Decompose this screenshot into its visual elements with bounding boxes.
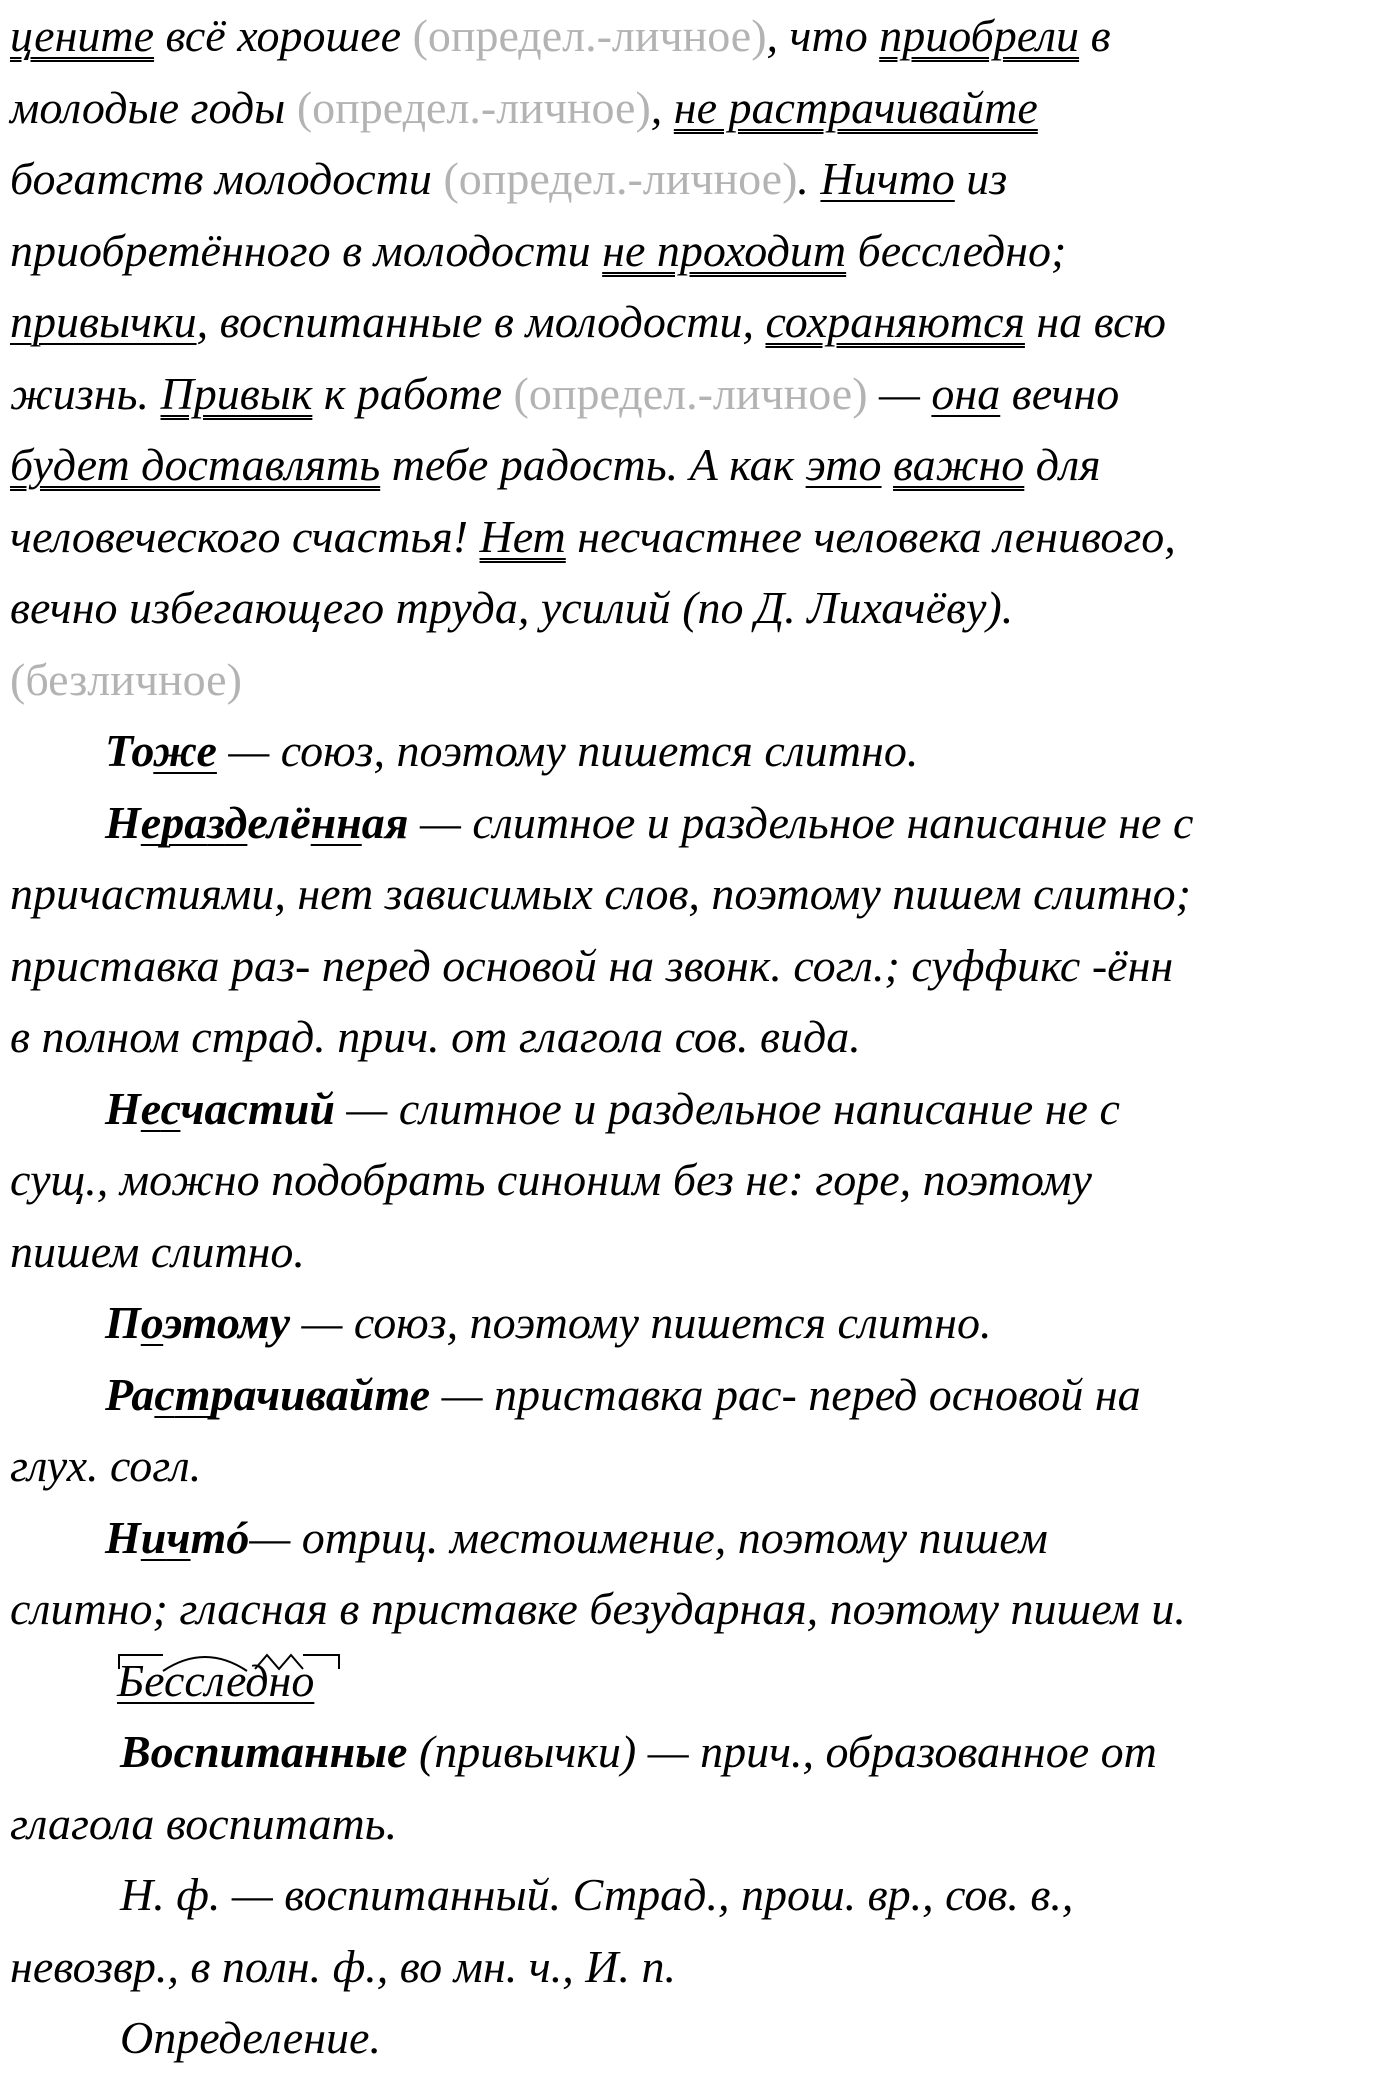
entry-tozhe bbox=[10, 715, 1395, 787]
entry-text: невозвр., в полн. ф., во мн. ч., И. п. bbox=[10, 1940, 676, 1992]
text-line bbox=[10, 644, 1395, 716]
text: в bbox=[1079, 10, 1111, 61]
entry-word: Несчастий bbox=[105, 1082, 335, 1134]
predicate: сохраняются bbox=[765, 296, 1025, 347]
text-line bbox=[10, 1430, 1395, 1502]
entry-word: Растрачивайте bbox=[105, 1368, 431, 1420]
entry-text: — союз, поэтому пишется слитно. bbox=[290, 1297, 992, 1348]
text: для bbox=[1024, 439, 1101, 490]
entry-text: глагола воспитать. bbox=[10, 1797, 398, 1849]
predicate: не растрачивайте bbox=[673, 81, 1038, 133]
text-line bbox=[10, 858, 1395, 930]
predicate: приобрели bbox=[879, 10, 1080, 61]
text: вечно bbox=[1000, 367, 1120, 419]
predicate: не проходит bbox=[602, 224, 847, 276]
subject: Ничто bbox=[820, 153, 955, 204]
entry-text: — союз, поэтому пишется слитно. bbox=[216, 725, 919, 776]
text: жизнь. bbox=[10, 367, 161, 419]
entry-text: приставка раз- перед основой на звонк. согл.; суффикс -ённ bbox=[10, 939, 1174, 991]
entry-nichto bbox=[10, 1502, 1395, 1574]
sentence-type-note: (определ.-личное) bbox=[513, 367, 868, 419]
text: тебе радость. А как bbox=[380, 439, 806, 490]
entry-neschastiy bbox=[10, 1073, 1395, 1145]
text: , воспитанные в молодости, bbox=[196, 296, 766, 347]
entry-text: слитно; гласная в приставке безударная, поэтому пишем и. bbox=[10, 1583, 1186, 1634]
text-line bbox=[10, 1931, 1395, 2003]
entry-word: Воспитанные bbox=[120, 1726, 408, 1777]
text: , что bbox=[766, 10, 880, 61]
text: на всю bbox=[1024, 296, 1166, 347]
subject: это bbox=[805, 439, 882, 490]
text-line bbox=[10, 572, 1395, 644]
entry-word: Поэтому bbox=[105, 1297, 291, 1348]
entry-text: — слитное и раздельное написание не с bbox=[334, 1082, 1120, 1134]
text-line bbox=[10, 1216, 1395, 1288]
entry-word: Ничтó bbox=[105, 1511, 250, 1563]
text-line bbox=[10, 1573, 1395, 1645]
text: , bbox=[650, 81, 674, 133]
text: . bbox=[797, 153, 821, 204]
text-line bbox=[10, 286, 1395, 358]
text: приобретённого в молодости bbox=[10, 224, 603, 276]
text-line bbox=[10, 2002, 1395, 2074]
entry-text: — отриц. местоимение, поэтому пишем bbox=[249, 1511, 1048, 1563]
entry-text: в полном страд. прич. от глагола сов. вида. bbox=[10, 1011, 861, 1062]
entry-text: (привычки) — прич., образованное от bbox=[407, 1726, 1157, 1777]
text: несчастнее человека ленивого, bbox=[565, 510, 1176, 562]
subject: привычки bbox=[10, 296, 197, 347]
text: из bbox=[954, 153, 1008, 204]
predicate: Нет bbox=[479, 510, 566, 562]
entry-word: Тоже bbox=[105, 725, 217, 776]
entry-word: Бесследно bbox=[117, 1654, 315, 1706]
sentence-type-note: (определ.-личное) bbox=[443, 153, 798, 204]
entry-text: сущ., можно подобрать синоним без не: горе, поэтому bbox=[10, 1154, 1092, 1205]
text-line bbox=[10, 930, 1395, 1002]
entry-besledno bbox=[10, 1645, 1395, 1717]
entry-text: Определение. bbox=[120, 2012, 381, 2063]
text-line bbox=[10, 143, 1395, 215]
text: — bbox=[867, 367, 932, 419]
sentence-type-note: (безличное) bbox=[10, 653, 242, 705]
text-line bbox=[10, 1788, 1395, 1860]
entry-vospitannye bbox=[10, 1716, 1395, 1788]
text bbox=[882, 439, 894, 490]
text: вечно избегающего труда, усилий (по Д. Лихачёву). bbox=[10, 582, 1014, 633]
entry-text: причастиями, нет зависимых слов, поэтому пишем слитно; bbox=[10, 868, 1191, 919]
text-line bbox=[10, 1144, 1395, 1216]
entry-word: Неразделённая bbox=[105, 796, 409, 848]
text-line bbox=[10, 215, 1395, 287]
text-line bbox=[10, 358, 1395, 430]
predicate: Привык bbox=[160, 367, 313, 419]
entry-text: пишем слитно. bbox=[10, 1225, 305, 1277]
predicate: цените bbox=[10, 10, 155, 61]
text: богатств молодости bbox=[10, 153, 444, 204]
subject: она bbox=[931, 367, 1001, 419]
text: бесследно; bbox=[846, 224, 1067, 276]
text-line bbox=[10, 72, 1395, 144]
morpheme-parse bbox=[117, 1645, 314, 1717]
text: человеческого счастья! bbox=[10, 510, 480, 562]
text-line bbox=[10, 501, 1395, 573]
entry-text: глух. согл. bbox=[10, 1440, 202, 1491]
entry-nerazdelennaya bbox=[10, 787, 1395, 859]
entry-text: — приставка рас- перед основой на bbox=[430, 1368, 1141, 1420]
entry-text: Н. ф. — воспитанный. Страд., прош. вр., сов. в., bbox=[120, 1869, 1074, 1920]
text: молодые годы bbox=[10, 81, 297, 133]
text-line bbox=[10, 0, 1395, 72]
text-line bbox=[10, 1001, 1395, 1073]
document-page bbox=[10, 0, 1395, 2074]
text: всё хорошее bbox=[154, 10, 413, 61]
text-line bbox=[10, 429, 1395, 501]
text-line bbox=[10, 1859, 1395, 1931]
entry-rastrachivayte bbox=[10, 1359, 1395, 1431]
predicate: будет доставлять bbox=[10, 439, 381, 490]
sentence-type-note: (определ.-личное) bbox=[296, 81, 651, 133]
predicate: важно bbox=[893, 439, 1025, 490]
text: к работе bbox=[312, 367, 514, 419]
entry-poetomu bbox=[10, 1287, 1395, 1359]
morpheme-marks-icon bbox=[117, 1649, 349, 1673]
entry-text: — слитное и раздельное написание не с bbox=[408, 796, 1194, 848]
sentence-type-note: (определ.-личное) bbox=[412, 10, 767, 61]
